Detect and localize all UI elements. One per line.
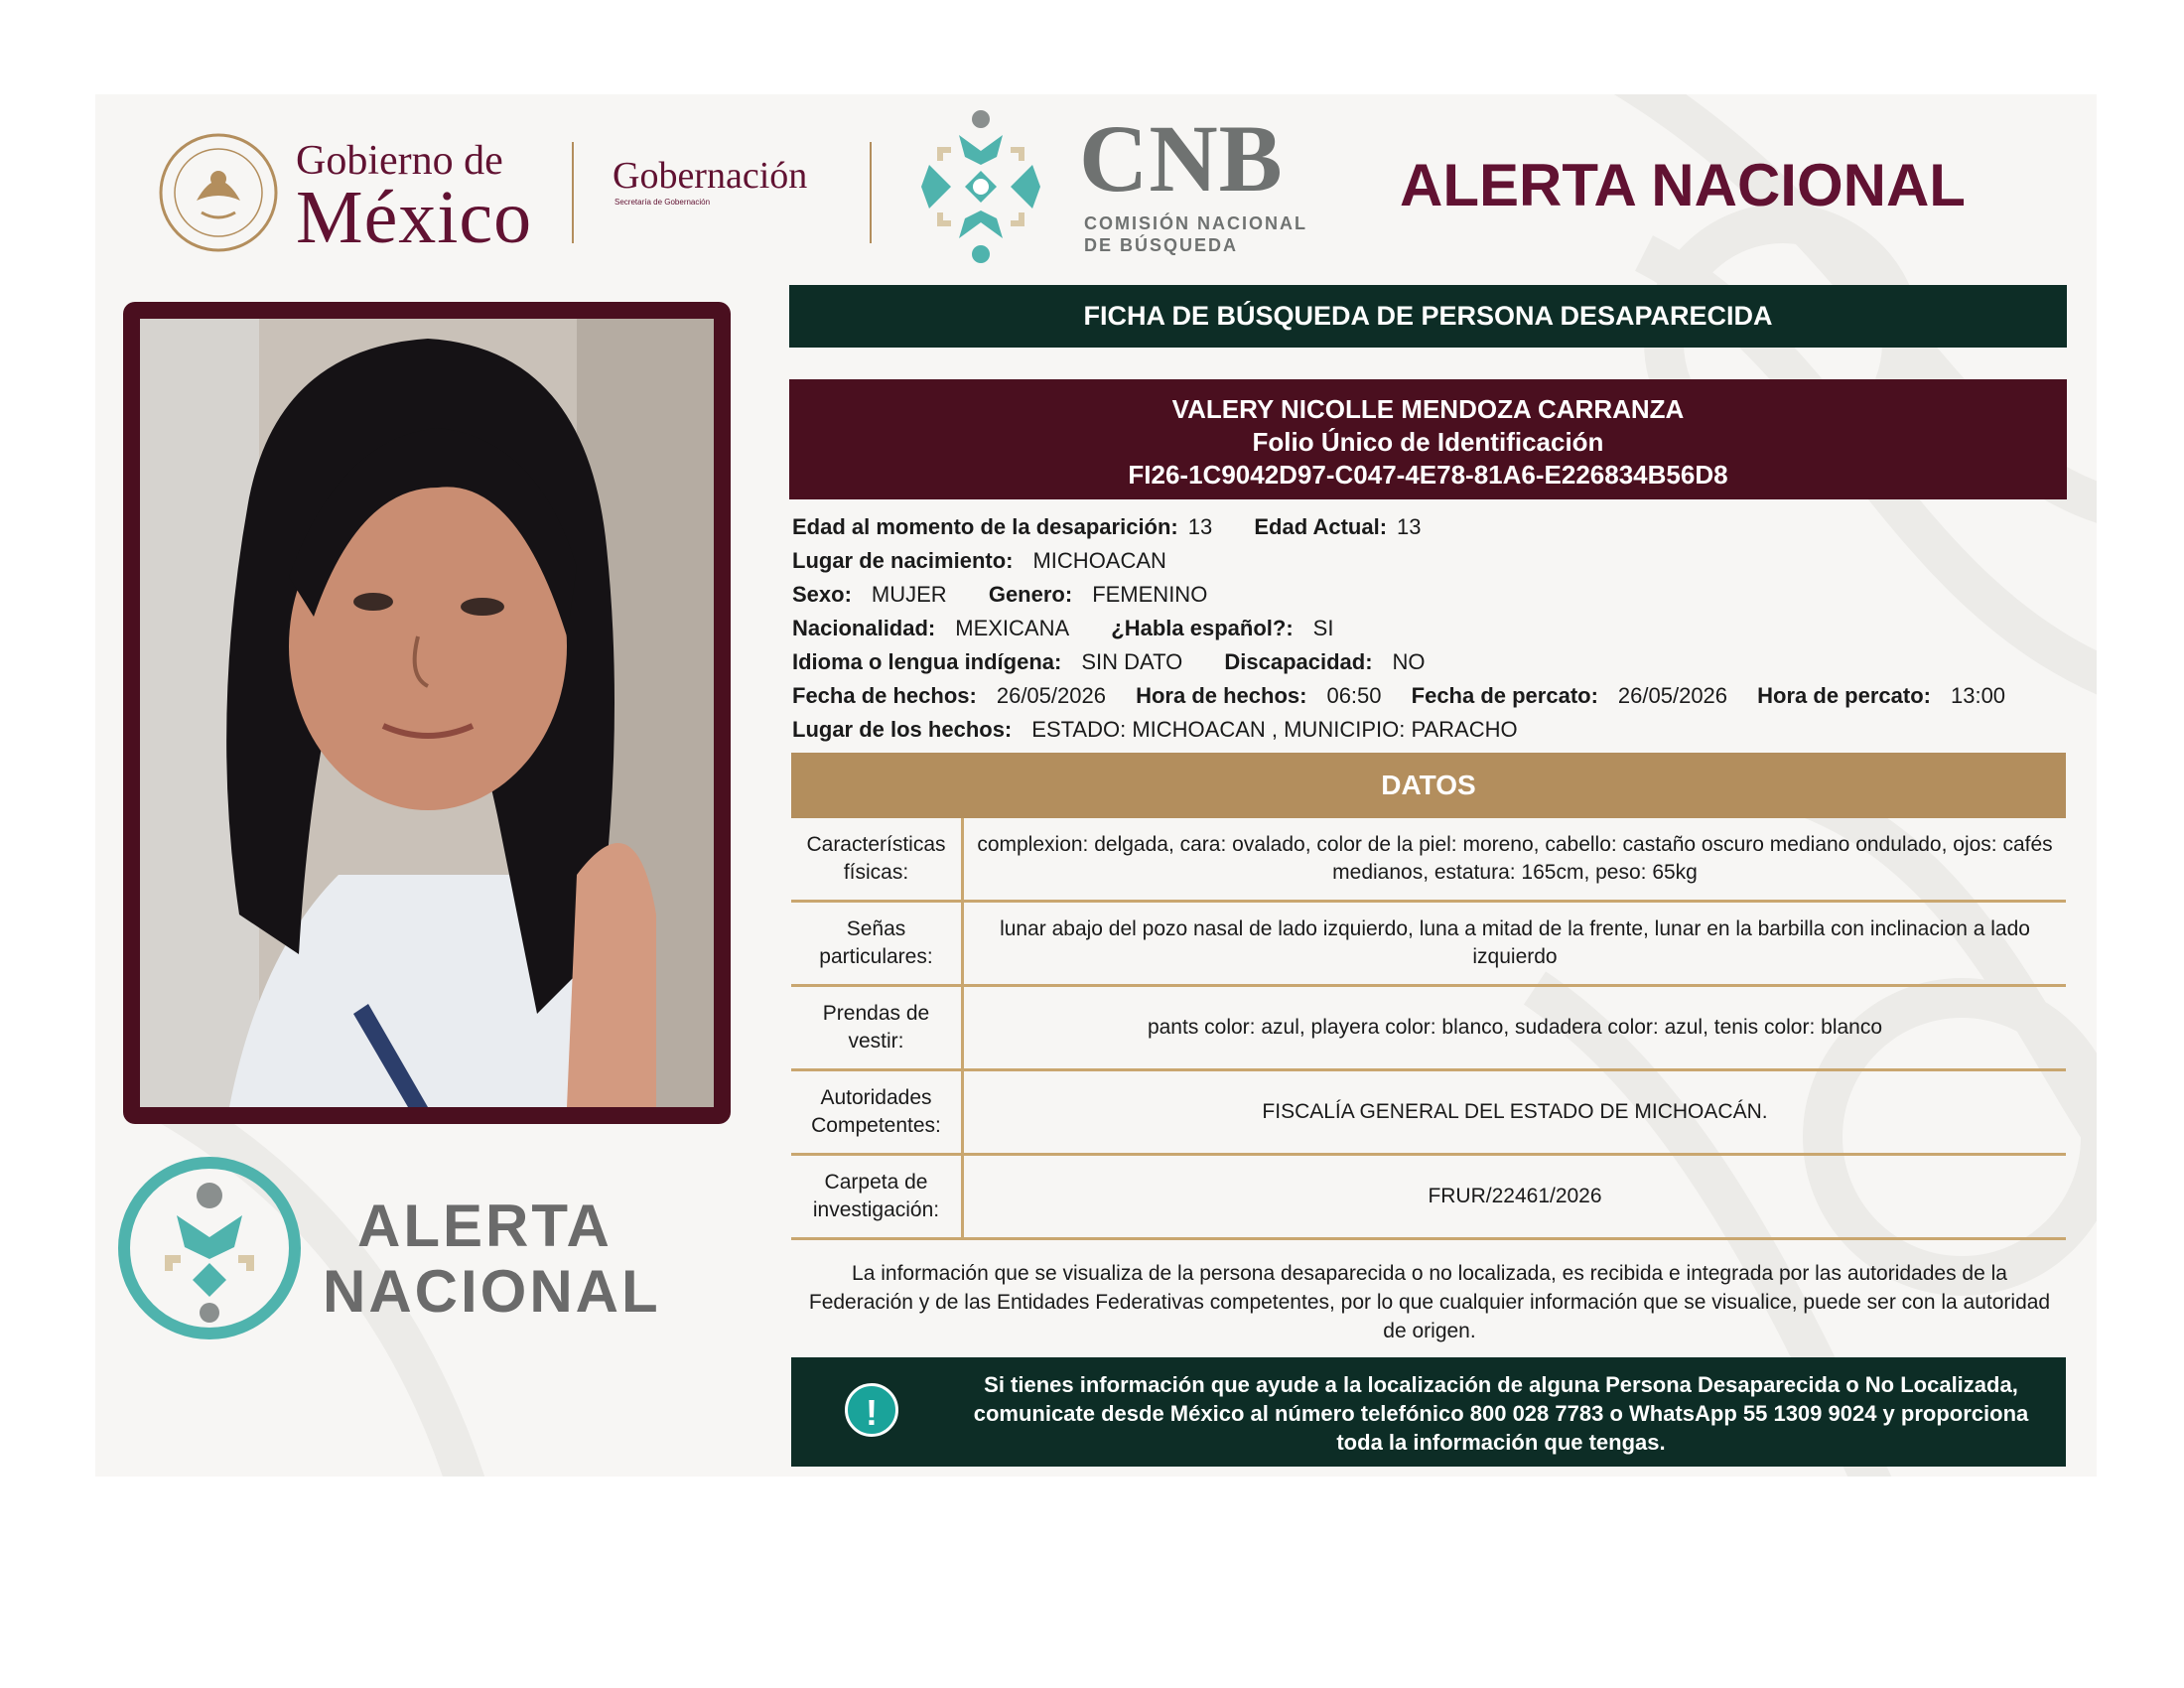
info-row-fechas — [792, 679, 2005, 713]
datos-label: Autoridades Competentes: — [791, 1070, 963, 1155]
page-title: ALERTA NACIONAL — [1400, 152, 1966, 218]
datos-heading: DATOS — [791, 753, 2066, 818]
nacionalidad-label: Nacionalidad: — [792, 616, 936, 640]
contact-banner — [791, 1357, 2066, 1467]
lugar-hechos-label: Lugar de los hechos: — [792, 717, 1013, 742]
nacionalidad-value: MEXICANA — [955, 616, 1070, 640]
habla-espanol-value: SI — [1312, 616, 1334, 640]
genero-value: FEMENINO — [1092, 582, 1208, 607]
person-name: VALERY NICOLLE MENDOZA CARRANZA — [1171, 394, 1685, 424]
datos-label: Señas particulares: — [791, 902, 963, 986]
info-row-idioma — [792, 645, 1461, 679]
fecha-percato-label: Fecha de percato: — [1411, 683, 1598, 708]
folio-label: Folio Único de Identificación — [1252, 427, 1604, 457]
person-photo — [140, 319, 714, 1107]
lugar-nacimiento-value: MICHOACAN — [1032, 548, 1166, 573]
hora-percato-label: Hora de percato: — [1757, 683, 1931, 708]
datos-label: Carpeta de investigación: — [791, 1155, 963, 1239]
exclamation-icon: ! — [845, 1383, 898, 1437]
hora-hechos-value: 06:50 — [1326, 683, 1382, 708]
lugar-nacimiento-label: Lugar de nacimiento: — [792, 548, 1014, 573]
cnb-subtitle-line1: COMISIÓN NACIONAL — [1084, 213, 1307, 233]
fecha-hechos-label: Fecha de hechos: — [792, 683, 977, 708]
info-row-edad — [792, 510, 1457, 544]
table-row — [791, 1070, 2066, 1155]
edad-desaparicion-label: Edad al momento de la desaparición: — [792, 514, 1178, 539]
idioma-label: Idioma o lengua indígena: — [792, 649, 1062, 674]
alerta-nacional-emblem-icon — [117, 1156, 302, 1340]
fecha-hechos-value: 26/05/2026 — [996, 683, 1106, 708]
divider — [572, 142, 574, 243]
cnb-subtitle-line2: DE BÚSQUEDA — [1084, 235, 1239, 255]
datos-label: Características físicas: — [791, 818, 963, 902]
divider — [870, 142, 872, 243]
gobierno-line2: México — [296, 176, 533, 259]
gobierno-line1: Gobierno de — [296, 138, 503, 184]
datos-value: FRUR/22461/2026 — [963, 1155, 2067, 1239]
gobernacion-logo: Gobernación — [613, 155, 808, 197]
cnb-logo-text: CNB — [1079, 105, 1284, 211]
discapacidad-value: NO — [1392, 649, 1426, 674]
edad-actual-label: Edad Actual: — [1254, 514, 1388, 539]
disclaimer-text: La información que se visualiza de la persona desaparecida o no localizada, es recibida e integrada por las autoridades de la Federación y de las Entidades Federativas competentes, por lo que cualquier información que se visualice, puede ser con la autoridad de origen. — [808, 1262, 2051, 1342]
genero-label: Genero: — [988, 582, 1073, 607]
hora-hechos-label: Hora de hechos: — [1136, 683, 1307, 708]
ficha-heading: FICHA DE BÚSQUEDA DE PERSONA DESAPARECIDA — [789, 285, 2067, 348]
gobernacion-subtitle: Secretaría de Gobernación — [614, 198, 711, 207]
cnb-emblem-icon — [901, 107, 1060, 266]
hora-percato-value: 13:00 — [1950, 683, 2006, 708]
idioma-value: SIN DATO — [1081, 649, 1183, 674]
cnb-subtitle — [1084, 212, 1307, 256]
datos-value: complexion: delgada, cara: ovalado, color de la piel: moreno, cabello: castaño oscuro mediano ondulado, ojos: cafés medianos, estatura: 165cm, peso: 65kg — [963, 818, 2067, 902]
info-row-sexo — [792, 578, 1243, 612]
contact-message: Si tienes información que ayude a la localización de alguna Persona Desaparecida o No Localizada, comunicate desde México al número telefónico 800 028 7783 o WhatsApp 55 1309 9024 y proporciona toda la información que tengas. — [973, 1372, 2029, 1455]
datos-table — [791, 818, 2066, 1240]
table-row — [791, 818, 2066, 902]
datos-value: pants color: azul, playera color: blanco, sudadera color: azul, tenis color: blanco — [963, 986, 2067, 1070]
datos-value: lunar abajo del pozo nasal de lado izquierdo, luna a mitad de la frente, lunar en la barbilla con inclinacion a lado izquierdo — [963, 902, 2067, 986]
info-row-nacimiento — [792, 544, 1202, 578]
habla-espanol-label: ¿Habla español?: — [1111, 616, 1294, 640]
table-row — [791, 902, 2066, 986]
discapacidad-label: Discapacidad: — [1224, 649, 1373, 674]
sexo-label: Sexo: — [792, 582, 852, 607]
alerta-nacional-logo-text — [323, 1194, 661, 1325]
info-row-nacionalidad — [792, 612, 1369, 645]
fecha-percato-value: 26/05/2026 — [1617, 683, 1728, 708]
lugar-hechos-value: ESTADO: MICHOACAN , MUNICIPIO: PARACHO — [1031, 717, 1518, 742]
info-row-lugar-hechos — [792, 713, 1554, 747]
person-header — [789, 379, 2067, 499]
gobierno-de-mexico-logo — [296, 138, 533, 259]
person-photo-frame — [123, 302, 731, 1124]
datos-label: Prendas de vestir: — [791, 986, 963, 1070]
table-row — [791, 986, 2066, 1070]
sexo-value: MUJER — [871, 582, 947, 607]
edad-desaparicion-value: 13 — [1187, 514, 1213, 539]
alerta-logo-line1: ALERTA — [357, 1193, 613, 1259]
table-row — [791, 1155, 2066, 1239]
folio-number: FI26-1C9042D97-C047-4E78-81A6-E226834B56D8 — [1128, 460, 1728, 490]
datos-value: FISCALÍA GENERAL DEL ESTADO DE MICHOACÁN. — [963, 1070, 2067, 1155]
alerta-logo-line2: NACIONAL — [323, 1258, 661, 1325]
mexico-seal-icon — [157, 131, 280, 254]
edad-actual-value: 13 — [1397, 514, 1422, 539]
